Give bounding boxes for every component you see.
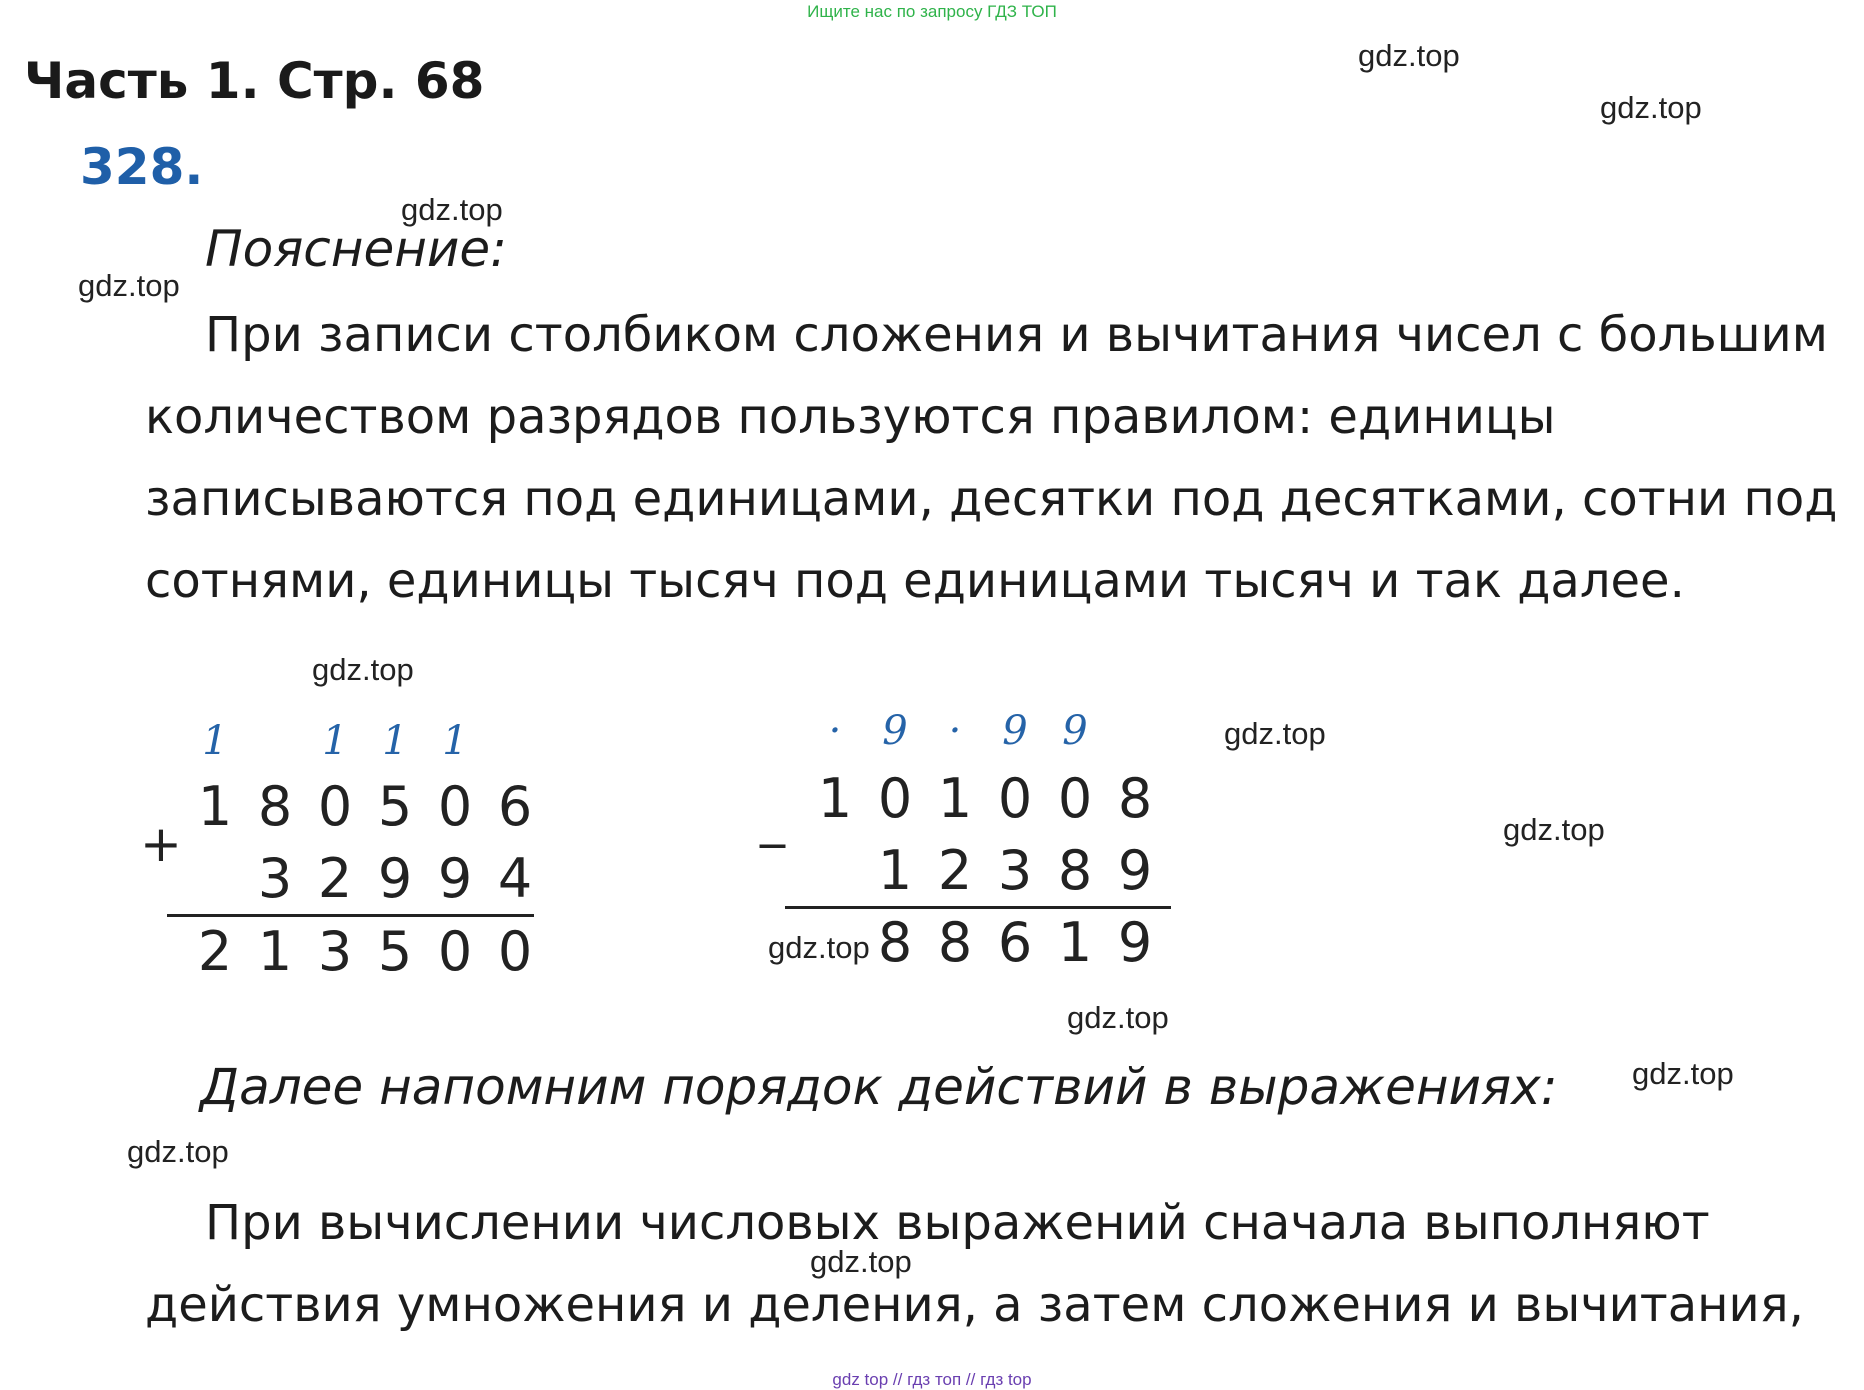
digit: 0 [437, 920, 473, 983]
subtraction-operand-2 [805, 839, 1165, 902]
digit: 2 [317, 847, 353, 910]
digit: 2 [197, 920, 233, 983]
plus-sign: + [140, 815, 182, 873]
page-title: Часть 1. Стр. 68 [24, 52, 485, 110]
digit: 6 [997, 911, 1033, 974]
subtraction-borrow: 9 [1062, 708, 1088, 754]
explanation-line-2: количеством разрядов пользуются правилом: единицы [145, 389, 1556, 445]
watermark: gdz.top [1632, 1056, 1734, 1091]
digit: 8 [877, 911, 913, 974]
addition-carry: 1 [382, 718, 408, 764]
subtraction-borrow: · [828, 708, 842, 754]
addition-operand-1 [185, 775, 545, 838]
digit: 5 [377, 775, 413, 838]
addition-result-line [167, 914, 534, 917]
digit: 1 [197, 775, 233, 838]
digit: 3 [257, 847, 293, 910]
subtraction-borrow: 9 [1002, 708, 1028, 754]
addition-carry: 1 [202, 718, 228, 764]
watermark: gdz.top [127, 1134, 229, 1169]
digit: 1 [257, 920, 293, 983]
digit: 0 [1057, 767, 1093, 830]
digit: 8 [1117, 767, 1153, 830]
addition-carry: 1 [442, 718, 468, 764]
digit: 6 [497, 775, 533, 838]
digit: 2 [937, 839, 973, 902]
minus-sign: _ [760, 790, 785, 848]
digit: 9 [437, 847, 473, 910]
digit: 1 [817, 767, 853, 830]
addition-operand-2 [185, 847, 545, 910]
order-heading: Далее напомним порядок действий в выражениях: [200, 1058, 1558, 1116]
digit: 0 [437, 775, 473, 838]
top-banner: Ищите нас по запросу ГДЗ ТОП [807, 2, 1057, 21]
digit: 3 [997, 839, 1033, 902]
digit: 8 [257, 775, 293, 838]
subtraction-borrow: · [948, 708, 962, 754]
explanation-line-1: При записи столбиком сложения и вычитания чисел с большим [205, 307, 1828, 363]
watermark: gdz.top [1600, 90, 1702, 125]
digit: 0 [877, 767, 913, 830]
watermark: gdz.top [312, 652, 414, 687]
digit: 8 [937, 911, 973, 974]
task-number: 328. [80, 138, 204, 196]
digit: 3 [317, 920, 353, 983]
explanation-heading: Пояснение: [205, 220, 508, 278]
digit: 1 [937, 767, 973, 830]
watermark: gdz.top [78, 268, 180, 303]
watermark: gdz.top [1503, 812, 1605, 847]
watermark: gdz.top [401, 192, 503, 227]
digit: 9 [1117, 839, 1153, 902]
digit: 4 [497, 847, 533, 910]
watermark: gdz.top [1358, 38, 1460, 73]
watermark: gdz.top [1224, 716, 1326, 751]
order-line-2: действия умножения и деления, а затем сложения и вычитания, [145, 1277, 1804, 1333]
digit: 0 [317, 775, 353, 838]
digit: 1 [1057, 911, 1093, 974]
digit: 5 [377, 920, 413, 983]
digit: 0 [997, 767, 1033, 830]
addition-carry: 1 [322, 718, 348, 764]
digit: 9 [377, 847, 413, 910]
order-line-1: При вычислении числовых выражений сначала выполняют [205, 1195, 1710, 1251]
subtraction-result-line [785, 906, 1171, 909]
addition-result [185, 920, 545, 983]
watermark: gdz.top [810, 1244, 912, 1279]
watermark: gdz.top [768, 930, 870, 965]
digit: 0 [497, 920, 533, 983]
explanation-line-3: записываются под единицами, десятки под десятками, сотни под [145, 471, 1838, 527]
subtraction-operand-1 [805, 767, 1165, 830]
subtraction-borrow: 9 [882, 708, 908, 754]
footer-links: gdz top // гдз топ // гдз top [832, 1370, 1032, 1389]
digit: 9 [1117, 911, 1153, 974]
explanation-line-4: сотнями, единицы тысяч под единицами тысяч и так далее. [145, 553, 1685, 609]
digit: 1 [877, 839, 913, 902]
digit: 8 [1057, 839, 1093, 902]
addition-carries [185, 718, 545, 764]
subtraction-borrows [805, 708, 1165, 754]
watermark: gdz.top [1067, 1000, 1169, 1035]
